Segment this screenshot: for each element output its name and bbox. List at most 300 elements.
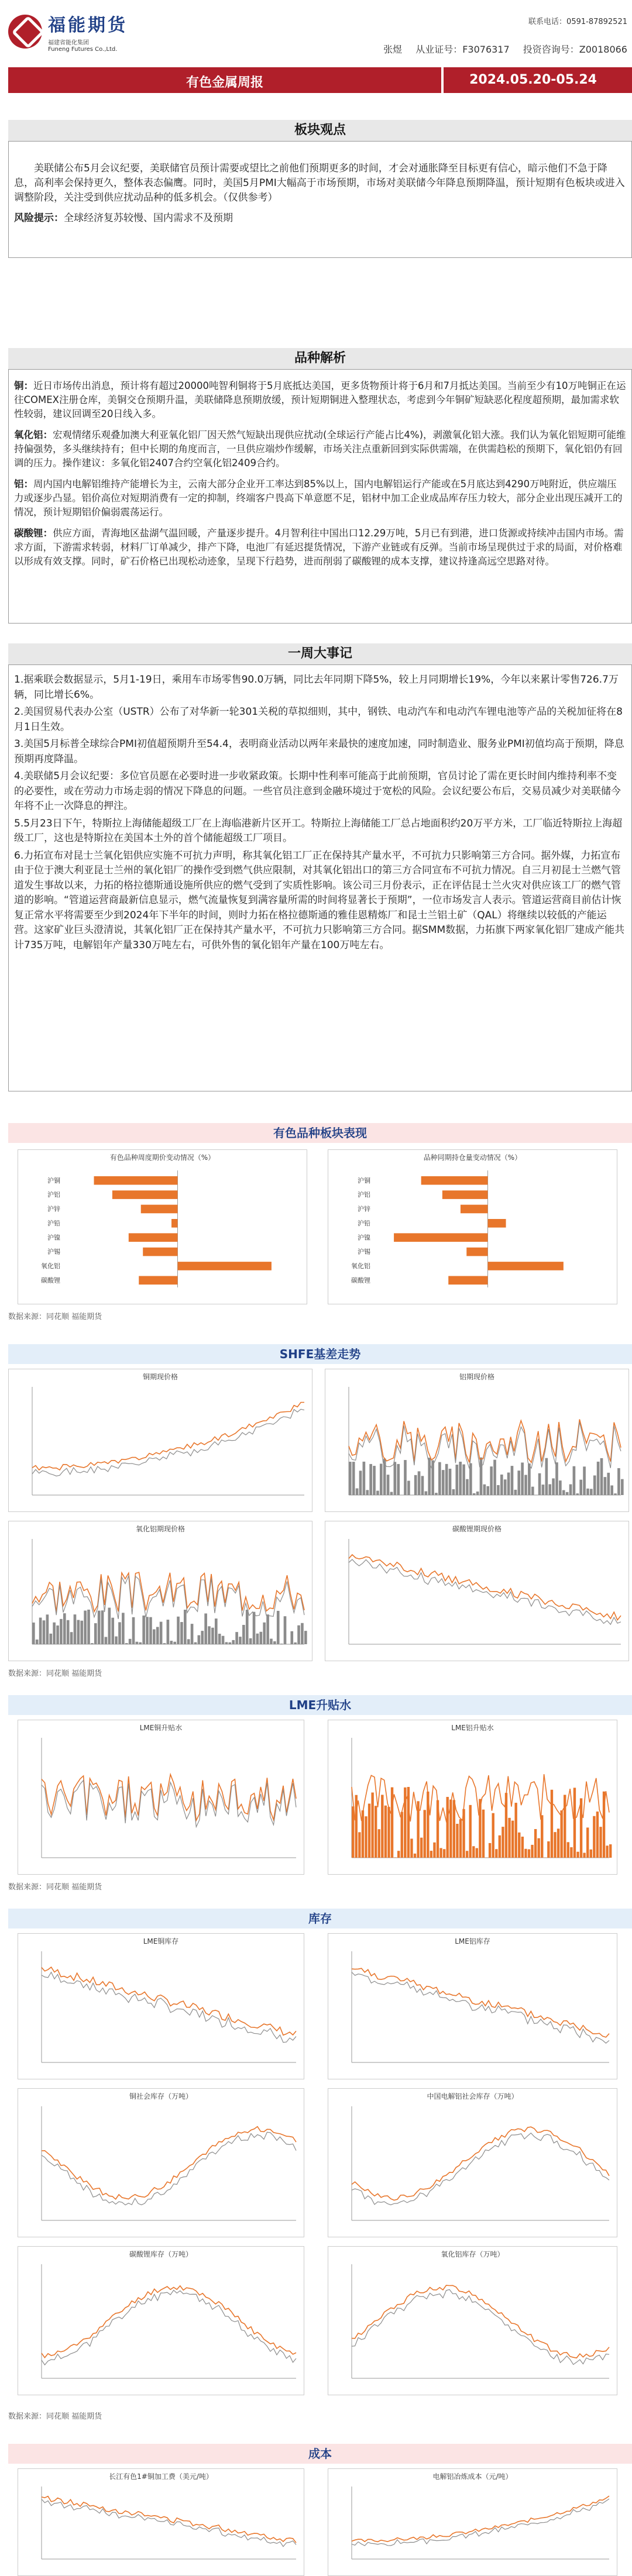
bar-mark [256, 1634, 259, 1644]
category-label: 沪铝 [358, 1191, 370, 1199]
lme-chart-copper: LME铜升贴水 [18, 1720, 304, 1875]
bar-mark [593, 1475, 596, 1495]
bar-mark [466, 1479, 469, 1495]
bar-mark [187, 1639, 190, 1644]
inventory-heading: 库存 [8, 1909, 632, 1928]
bar-mark [108, 1608, 111, 1644]
category-label: 碳酸锂 [351, 1276, 370, 1284]
bar-mark [452, 1489, 455, 1495]
bar-mark [507, 1472, 510, 1495]
bar-mark [156, 1627, 159, 1644]
bar-mark [480, 1458, 483, 1495]
bar-mark [586, 1827, 589, 1858]
bar-mark [445, 1464, 448, 1495]
bar-mark [101, 1610, 104, 1644]
cost-heading: 成本 [8, 2444, 632, 2464]
analyst-name: 张煜 [383, 44, 403, 55]
bar-mark [521, 1837, 524, 1858]
bar-mark [570, 1847, 572, 1858]
bar-mark [242, 1625, 245, 1644]
brand-name: 福能期货 [48, 15, 128, 36]
bar-mark [438, 1462, 441, 1495]
bar-mark [184, 1610, 187, 1644]
bar-mark [194, 1642, 197, 1644]
series-line [42, 2290, 296, 2365]
bar-mark [263, 1623, 266, 1644]
bar-mark [225, 1642, 228, 1644]
bar-mark [273, 1641, 276, 1644]
bar-mark [60, 1619, 63, 1644]
bar-mark [442, 1470, 445, 1495]
bar-mark [439, 1848, 442, 1858]
bar-mark [294, 1642, 297, 1644]
bar-mark [621, 1479, 624, 1495]
bar-mark [366, 1490, 369, 1495]
bar-mark [91, 1643, 94, 1644]
bar-mark [489, 1843, 491, 1858]
bar-mark [524, 1849, 527, 1858]
bar-mark [545, 1458, 548, 1495]
bar-mark [46, 1614, 49, 1644]
bar-mark [541, 1815, 543, 1858]
bar-mark [567, 1842, 569, 1858]
bar-mark [239, 1637, 242, 1644]
series-line [42, 2286, 296, 2358]
bar-mark [483, 1485, 486, 1495]
bar-mark [371, 1793, 373, 1858]
bar-mark [597, 1462, 600, 1495]
analysis-lithium: 碳酸锂：供应方面，青海地区盐湖气温回暖，产量逐步提升。4月智利往中国出口12.29万吨，5月已有到港，进口货源或持续冲击国内市场。需求方面，下游需求转弱，材料厂订单减少，排产下降，电池厂有延迟提货情况，下游产业链或有反弹。当前市场呈现供过于求的局面，对价格难以形成有效支撑。同时，矿石价格已出现松动迹象，呈现下行趋势，进而削弱了碳酸锂的成本支撑，建议持逢高远空思路对待。 [14, 528, 624, 567]
bar-mark [443, 1849, 445, 1858]
bar-mark [576, 1493, 579, 1495]
bar-mark [604, 1477, 607, 1495]
series-line [32, 1409, 304, 1476]
inventory-source: 数据来源：同花顺 福能期货 [8, 2412, 102, 2421]
bar-mark [531, 1845, 533, 1858]
series-line [352, 2289, 609, 2364]
bar-mark [564, 1795, 566, 1858]
bar-mark [387, 1475, 390, 1495]
bar-沪锌 [141, 1205, 178, 1214]
bar-mark [421, 1476, 424, 1495]
bar-mark [297, 1626, 300, 1644]
sector-view-heading: 板块观点 [8, 120, 632, 141]
title-bar [8, 67, 632, 93]
bar-mark [559, 1480, 562, 1495]
bar-mark [511, 1466, 514, 1495]
bar-mark [414, 1475, 417, 1495]
series-line [352, 2285, 609, 2358]
series-line [42, 1775, 296, 1821]
bar-mark [446, 1797, 449, 1858]
bar-mark [352, 1462, 355, 1495]
bar-mark [80, 1621, 83, 1644]
bar-mark [424, 1810, 426, 1858]
bar-mark [418, 1471, 421, 1495]
bar-mark [290, 1631, 293, 1644]
bar-mark [404, 1460, 407, 1495]
bar-mark [211, 1628, 214, 1644]
weekly-item: 4.美联储5月会议纪要：多位官员愿在必要时进一步收紧政策。长期中性利率可能高于此前预期，官员讨论了需在更长时间内维持利率不变的必要性，或在劳动力市场走弱的情况下降息的问题。一些官员注意到金融环境过于宽松的风险。会议纪要公布后，交易员减少对美联储今年将不止一次降息的押注。 [14, 770, 621, 812]
bar-沪锡 [466, 1248, 487, 1256]
weekly-heading: 一周大事记 [8, 643, 632, 664]
bar-mark [537, 1838, 540, 1858]
bar-mark [511, 1821, 514, 1858]
weekly-body [8, 673, 632, 955]
bar-沪铜 [94, 1176, 178, 1185]
inventory-lme-aluminum: LME铝库存 [328, 1933, 617, 2079]
bar-mark [459, 1462, 462, 1495]
bar-碳酸锂 [448, 1276, 487, 1285]
bar-mark [586, 1489, 589, 1495]
bar-mark [249, 1638, 252, 1644]
bar-mark [407, 1481, 410, 1495]
bar-mark [430, 1851, 432, 1858]
price-change-title: 有色品种周度期价变动情况（%） [109, 1153, 215, 1162]
bar-mark [590, 1850, 592, 1858]
bar-mark [538, 1473, 541, 1495]
series-line [352, 2499, 609, 2546]
bar-mark [222, 1636, 225, 1644]
bar-mark [557, 1828, 559, 1858]
bar-mark [160, 1622, 163, 1644]
weekly-item: 5.5月23日下午，特斯拉上海储能超级工厂在上海临港新片区开工。特斯拉上海储能工厂总占地面积约20万平方米，工厂临近特斯拉上海超级工厂，这也是特斯拉在美国本土外的首个储能超级工厂项目。 [14, 817, 623, 844]
bar-mark [397, 1464, 400, 1495]
bar-mark [534, 1829, 537, 1858]
bar-mark [596, 1812, 599, 1858]
category-label: 沪铜 [47, 1176, 60, 1184]
bar-mark [499, 1835, 501, 1858]
bar-mark [569, 1485, 572, 1495]
bar-mark [136, 1642, 139, 1644]
bar-mark [87, 1610, 90, 1644]
bar-mark [528, 1850, 530, 1858]
bar-mark [420, 1838, 423, 1858]
report-title: 有色金属周报 [186, 75, 263, 90]
bar-mark [566, 1492, 569, 1495]
shfe-heading: SHFE基差走势 [8, 1344, 632, 1364]
series-line [349, 1559, 621, 1624]
bar-mark [32, 1623, 35, 1644]
bar-mark [397, 1851, 400, 1858]
bar-mark [410, 1838, 413, 1858]
bar-氧化铝 [488, 1262, 564, 1270]
bar-mark [469, 1805, 472, 1858]
bar-mark [56, 1626, 59, 1644]
bar-mark [456, 1824, 458, 1858]
bar-mark [70, 1632, 73, 1644]
category-label: 沪铜 [358, 1176, 370, 1184]
bar-mark [98, 1611, 101, 1644]
bar-mark [67, 1620, 70, 1644]
bar-mark [495, 1849, 497, 1858]
bar-mark [560, 1810, 562, 1858]
bar-mark [531, 1487, 534, 1495]
bar-mark [198, 1635, 201, 1644]
bar-mark [253, 1612, 256, 1644]
bar-mark [132, 1617, 135, 1644]
shfe-chart-copper: 铜期现价格 [8, 1369, 312, 1512]
bar-mark [547, 1841, 549, 1858]
series-line [42, 2496, 296, 2543]
bar-mark [524, 1475, 527, 1495]
bar-mark [518, 1833, 520, 1858]
inventory-alumina: 氧化铝库存（万吨） [328, 2246, 617, 2395]
brand-logo [8, 11, 128, 53]
risk-text: 全球经济复苏较慢、国内需求不及预期 [64, 212, 233, 224]
analysis-copper: 铜：近日市场传出消息，预计将有超过20000吨智利铜将于5月底抵达美国，更多货物预计将于6月和7月抵达美国。当前至少有10万吨铜正在运往COMEX注册仓库，美铜交仓预期升温，美联储降息预期放缓，预计短期铜进入整理状态，考虑到今年铜矿短缺恶化程度超预期，最加需求软性较弱，建议回调至20日线入多。 [14, 380, 626, 419]
bar-mark [63, 1613, 66, 1644]
perf-source: 数据来源：同花顺 福能期货 [8, 1313, 102, 1321]
bar-mark [554, 1832, 556, 1858]
category-label: 沪锡 [47, 1248, 60, 1256]
bar-mark [369, 1464, 372, 1495]
brand-parent: 福建省能化集团 [48, 40, 89, 46]
bar-mark [84, 1611, 87, 1644]
bar-mark [453, 1800, 455, 1858]
bar-mark [358, 1832, 360, 1858]
bar-mark [583, 1853, 585, 1858]
bar-mark [394, 1857, 396, 1858]
bar-mark [201, 1631, 204, 1644]
series-line [32, 1403, 304, 1470]
bar-mark [359, 1470, 362, 1495]
bar-mark [614, 1493, 617, 1495]
bar-mark [486, 1486, 489, 1495]
bar-mark [74, 1614, 77, 1644]
bar-mark [373, 1466, 376, 1495]
bar-mark [118, 1622, 121, 1644]
series-line [42, 1967, 296, 2035]
bar-mark [417, 1801, 419, 1858]
logo-icon [8, 15, 42, 49]
bar-mark [573, 1788, 576, 1858]
series-line [352, 1972, 609, 2043]
bar-mark [277, 1611, 280, 1644]
bar-碳酸锂 [139, 1276, 177, 1285]
category-label: 沪铅 [358, 1219, 370, 1227]
bar-mark [583, 1466, 586, 1495]
bar-mark [380, 1463, 383, 1495]
bar-mark [476, 1492, 479, 1495]
bar-mark [235, 1632, 238, 1644]
bar-mark [163, 1643, 166, 1644]
bar-mark [609, 1844, 612, 1858]
cost-copper-tc: 长江有色1#铜加工费（美元/吨） [18, 2468, 304, 2576]
analysis-aluminum: 铝：周内国内电解铝维持产能增长为主，云南大部分企业开工率达到85%以上，国内电解铝运行产能或在5月底达到4290万吨附近，供应端压力或逐步凸显。铝价高位对短期消费有一定的抑制，终端客户畏高下单意愿不足，铝材中加工企业成品库存压力较大，部分企业出现压减开工的情况，预计短期铝价偏弱震荡运行。 [14, 478, 623, 518]
inventory-lme-copper: LME铜库存 [18, 1933, 304, 2079]
bar-mark [167, 1620, 170, 1644]
report-header [0, 0, 632, 58]
bar-mark [356, 1488, 359, 1495]
cost-aluminum-smelt: 电解铝冶炼成本（元/吨） [328, 2468, 617, 2576]
bar-mark [514, 1803, 517, 1858]
bar-mark [579, 1480, 582, 1495]
oi-change-chart [328, 1149, 617, 1304]
bar-mark [401, 1812, 403, 1858]
sector-view-text: 美联储公布5月会议纪要，美联储官员预计需要或望比之前他们预期更多的时间，才会对通胀降至目标更有信心，暗示他们不急于降息，高利率会保持更久，整体表态偏鹰。同时，美国5月PMI大幅高于市场预期，市场对美联储今年降息预期降温，预计短期有色板块或进入调整阶段，关注受到供应扰动品种的低多机会。（仅供参考） [14, 163, 625, 204]
bar-mark [387, 1807, 390, 1858]
category-label: 沪锌 [358, 1205, 370, 1213]
bar-mark [590, 1489, 593, 1495]
lme-source: 数据来源：同花顺 福能期货 [8, 1883, 102, 1892]
bar-mark [476, 1848, 478, 1858]
bar-mark [191, 1624, 194, 1644]
bar-mark [599, 1827, 602, 1858]
bar-mark [149, 1617, 152, 1644]
report-date: 2024.05.20-05.24 [469, 73, 597, 87]
bar-mark [146, 1617, 149, 1644]
bar-mark [548, 1484, 551, 1495]
weekly-item: 6.力拓宣布对昆士兰氧化铝供应实施不可抗力声明，称其氧化铝工厂正在保持其产量水平，不可抗力只影响第三方合同。据外媒，力拓宣布由于位于澳大利亚昆士兰州的氧化铝厂的操作受到燃气供应限制，对其氧化铝出口的第三方合同宣布不可抗力情况。自三月初昆士兰燃气管道发生事故以来，力拓的格拉德斯通设施所供应的燃气受到了实质性影响。该公司三月份表示，正在评估昆士兰火灾对供应该工厂的燃气管道的影响。“管道运营商最新信息显示，燃气流量恢复到满容量所需的时间将显著长于预期”，一位市场发言人表示。管道运营商目前估计恢复正常水平将需要至少到2024年下半年的时间，则时力拓在格拉德斯通的雅佳恩精炼厂和昆士兰铝土矿（QAL）将继续以较低的产能运营。这家矿业巨头澄清说，其氧化铝厂正在保持其产量水平，不可抗力只影响第三方合同。据SMM数据，力拓旗下两家氧化铝厂建成产能共计735万吨，电解铝年产量330万吨左右，可供外售的氧化铝年产量在100万吨左右。 [14, 849, 625, 951]
bar-mark [551, 1790, 553, 1858]
category-label: 沪铅 [47, 1219, 60, 1227]
bar-mark [43, 1620, 46, 1644]
bar-mark [542, 1485, 545, 1495]
bar-mark [170, 1641, 173, 1644]
bar-mark [490, 1466, 493, 1495]
bar-mark [94, 1623, 97, 1644]
bar-mark [284, 1616, 287, 1644]
series-line [42, 2132, 296, 2205]
series-line [42, 1972, 296, 2043]
bar-mark [500, 1475, 503, 1495]
bar-mark [153, 1630, 156, 1644]
bar-mark [376, 1491, 379, 1495]
bar-mark [139, 1642, 142, 1644]
inventory-copper-social: 铜社会库存（万吨） [18, 2088, 304, 2237]
bar-mark [215, 1618, 218, 1644]
category-label: 碳酸锂 [41, 1276, 60, 1284]
inventory-aluminum-social: 中国电解铝社会库存（万吨） [328, 2088, 617, 2237]
bar-mark [473, 1493, 476, 1495]
bar-mark [363, 1462, 366, 1495]
bar-沪铅 [171, 1219, 177, 1228]
bar-mark [617, 1468, 620, 1495]
lme-heading: LME升贴水 [8, 1695, 632, 1715]
bar-mark [246, 1610, 249, 1644]
bar-mark [232, 1640, 235, 1644]
price-change-chart [18, 1149, 307, 1304]
category-label: 沪锡 [358, 1248, 370, 1256]
bar-mark [218, 1634, 221, 1644]
bar-mark [562, 1490, 565, 1495]
bar-mark [129, 1639, 132, 1644]
lme-chart-aluminum: LME铝升贴水 [328, 1720, 617, 1875]
category-label: 氧化铝 [41, 1262, 60, 1270]
bar-氧化铝 [178, 1262, 272, 1270]
bar-沪锡 [143, 1248, 177, 1256]
bar-沪铝 [442, 1190, 488, 1199]
bar-mark [177, 1617, 180, 1644]
bar-沪镍 [394, 1233, 487, 1242]
weekly-item: 2.美国贸易代表办公室（USTR）公布了对华新一轮301关税的草拟细则，其中，钢铁、电动汽车和电动汽车锂电池等产品的关税加征将在8月1日生效。 [14, 706, 623, 733]
bar-mark [39, 1618, 42, 1644]
bar-mark [381, 1795, 383, 1858]
bar-mark [435, 1493, 438, 1495]
bar-mark [365, 1816, 367, 1858]
shfe-chart-aluminum: 铝期现价格 [325, 1369, 629, 1512]
bar-mark [36, 1640, 39, 1644]
bar-mark [514, 1490, 517, 1495]
risk-label: 风险提示： [14, 212, 64, 224]
shfe-chart-lithium: 碳酸锂期现价格 [325, 1521, 629, 1661]
license-number: 从业证号：F3076317 [415, 44, 510, 55]
bar-沪铜 [421, 1176, 488, 1185]
bar-mark [502, 1827, 504, 1858]
bar-mark [606, 1845, 608, 1858]
bar-mark [180, 1622, 183, 1644]
bar-mark [368, 1804, 370, 1858]
bar-mark [49, 1634, 52, 1644]
bar-mark [517, 1470, 520, 1495]
perf-heading: 有色品种板块表现 [8, 1123, 632, 1143]
inventory-lithium: 碳酸锂库存（万吨） [18, 2246, 304, 2395]
weekly-item: 3.美国5月标普全球综合PMI初值超预期升至54.4，表明商业活动以两年来最快的速度加速，同时制造业、服务业PMI初值均高于预期，降息预期再度降温。 [14, 738, 624, 765]
bar-mark [497, 1485, 500, 1495]
category-label: 沪锌 [47, 1205, 60, 1213]
bar-mark [593, 1816, 595, 1858]
bar-mark [77, 1620, 80, 1644]
analysis-heading: 品种解析 [8, 348, 632, 369]
bar-沪锌 [461, 1205, 488, 1214]
bar-mark [610, 1486, 613, 1495]
analysis-alumina: 氧化铝：宏观情绪乐观叠加澳大利亚氧化铝厂因天然气短缺出现供应扰动(全球运行产能占比4%)，剥激氧化铝大涨。我们认为氧化铝短期可能维持偏强势，多头继续持有；但中长期的角度而言，一旦供应端炒作缓解，市场关注点重新回到实际供需端，在供需趋松的预期下，氧化铝仍有回调的压力。操作建议：多氧化铝2407合约空氧化铝2409合约。 [14, 429, 626, 469]
sector-view-body [8, 161, 632, 228]
bar-mark [424, 1492, 427, 1495]
bar-mark [115, 1637, 118, 1644]
oi-change-title: 品种同期持仓量变动情况（%） [423, 1153, 522, 1162]
bar-mark [125, 1643, 128, 1644]
bar-mark [521, 1462, 524, 1495]
bar-mark [466, 1851, 468, 1858]
category-label: 沪镍 [358, 1234, 370, 1242]
bar-mark [482, 1810, 485, 1858]
bar-mark [270, 1639, 273, 1644]
bar-mark [173, 1642, 176, 1644]
bar-沪镍 [129, 1233, 178, 1242]
bar-mark [229, 1642, 232, 1644]
bar-mark [375, 1806, 377, 1858]
bar-mark [414, 1854, 416, 1858]
bar-mark [528, 1463, 531, 1495]
bar-mark [462, 1465, 465, 1495]
bar-mark [142, 1616, 145, 1644]
series-line [352, 2133, 609, 2205]
bar-mark [504, 1479, 507, 1495]
series-line [352, 2127, 609, 2200]
bar-mark [492, 1813, 494, 1858]
bar-mark [111, 1618, 114, 1644]
bar-mark [576, 1852, 579, 1858]
bar-沪铅 [488, 1219, 506, 1228]
bar-mark [390, 1492, 393, 1495]
weekly-item: 1.据乘联会数据显示，5月1-19日，乘用车市场零售90.0万辆，同比去年同期下降5%，较上月同期增长19%，今年以来累计零售726.7万辆，同比增长6%。 [14, 674, 619, 701]
bar-mark [266, 1614, 269, 1644]
bar-mark [394, 1462, 397, 1495]
bar-mark [53, 1623, 56, 1644]
series-line [352, 1968, 609, 2037]
bar-mark [378, 1829, 380, 1858]
bar-mark [349, 1462, 352, 1495]
bar-mark [301, 1623, 304, 1644]
bar-mark [122, 1613, 125, 1644]
brand-english: Funeng Futures Co.,Ltd. [48, 46, 118, 53]
consult-number: 投资咨询号：Z0018066 [523, 44, 627, 55]
bar-mark [555, 1462, 558, 1495]
bar-mark [552, 1478, 555, 1495]
bar-mark [204, 1613, 207, 1644]
